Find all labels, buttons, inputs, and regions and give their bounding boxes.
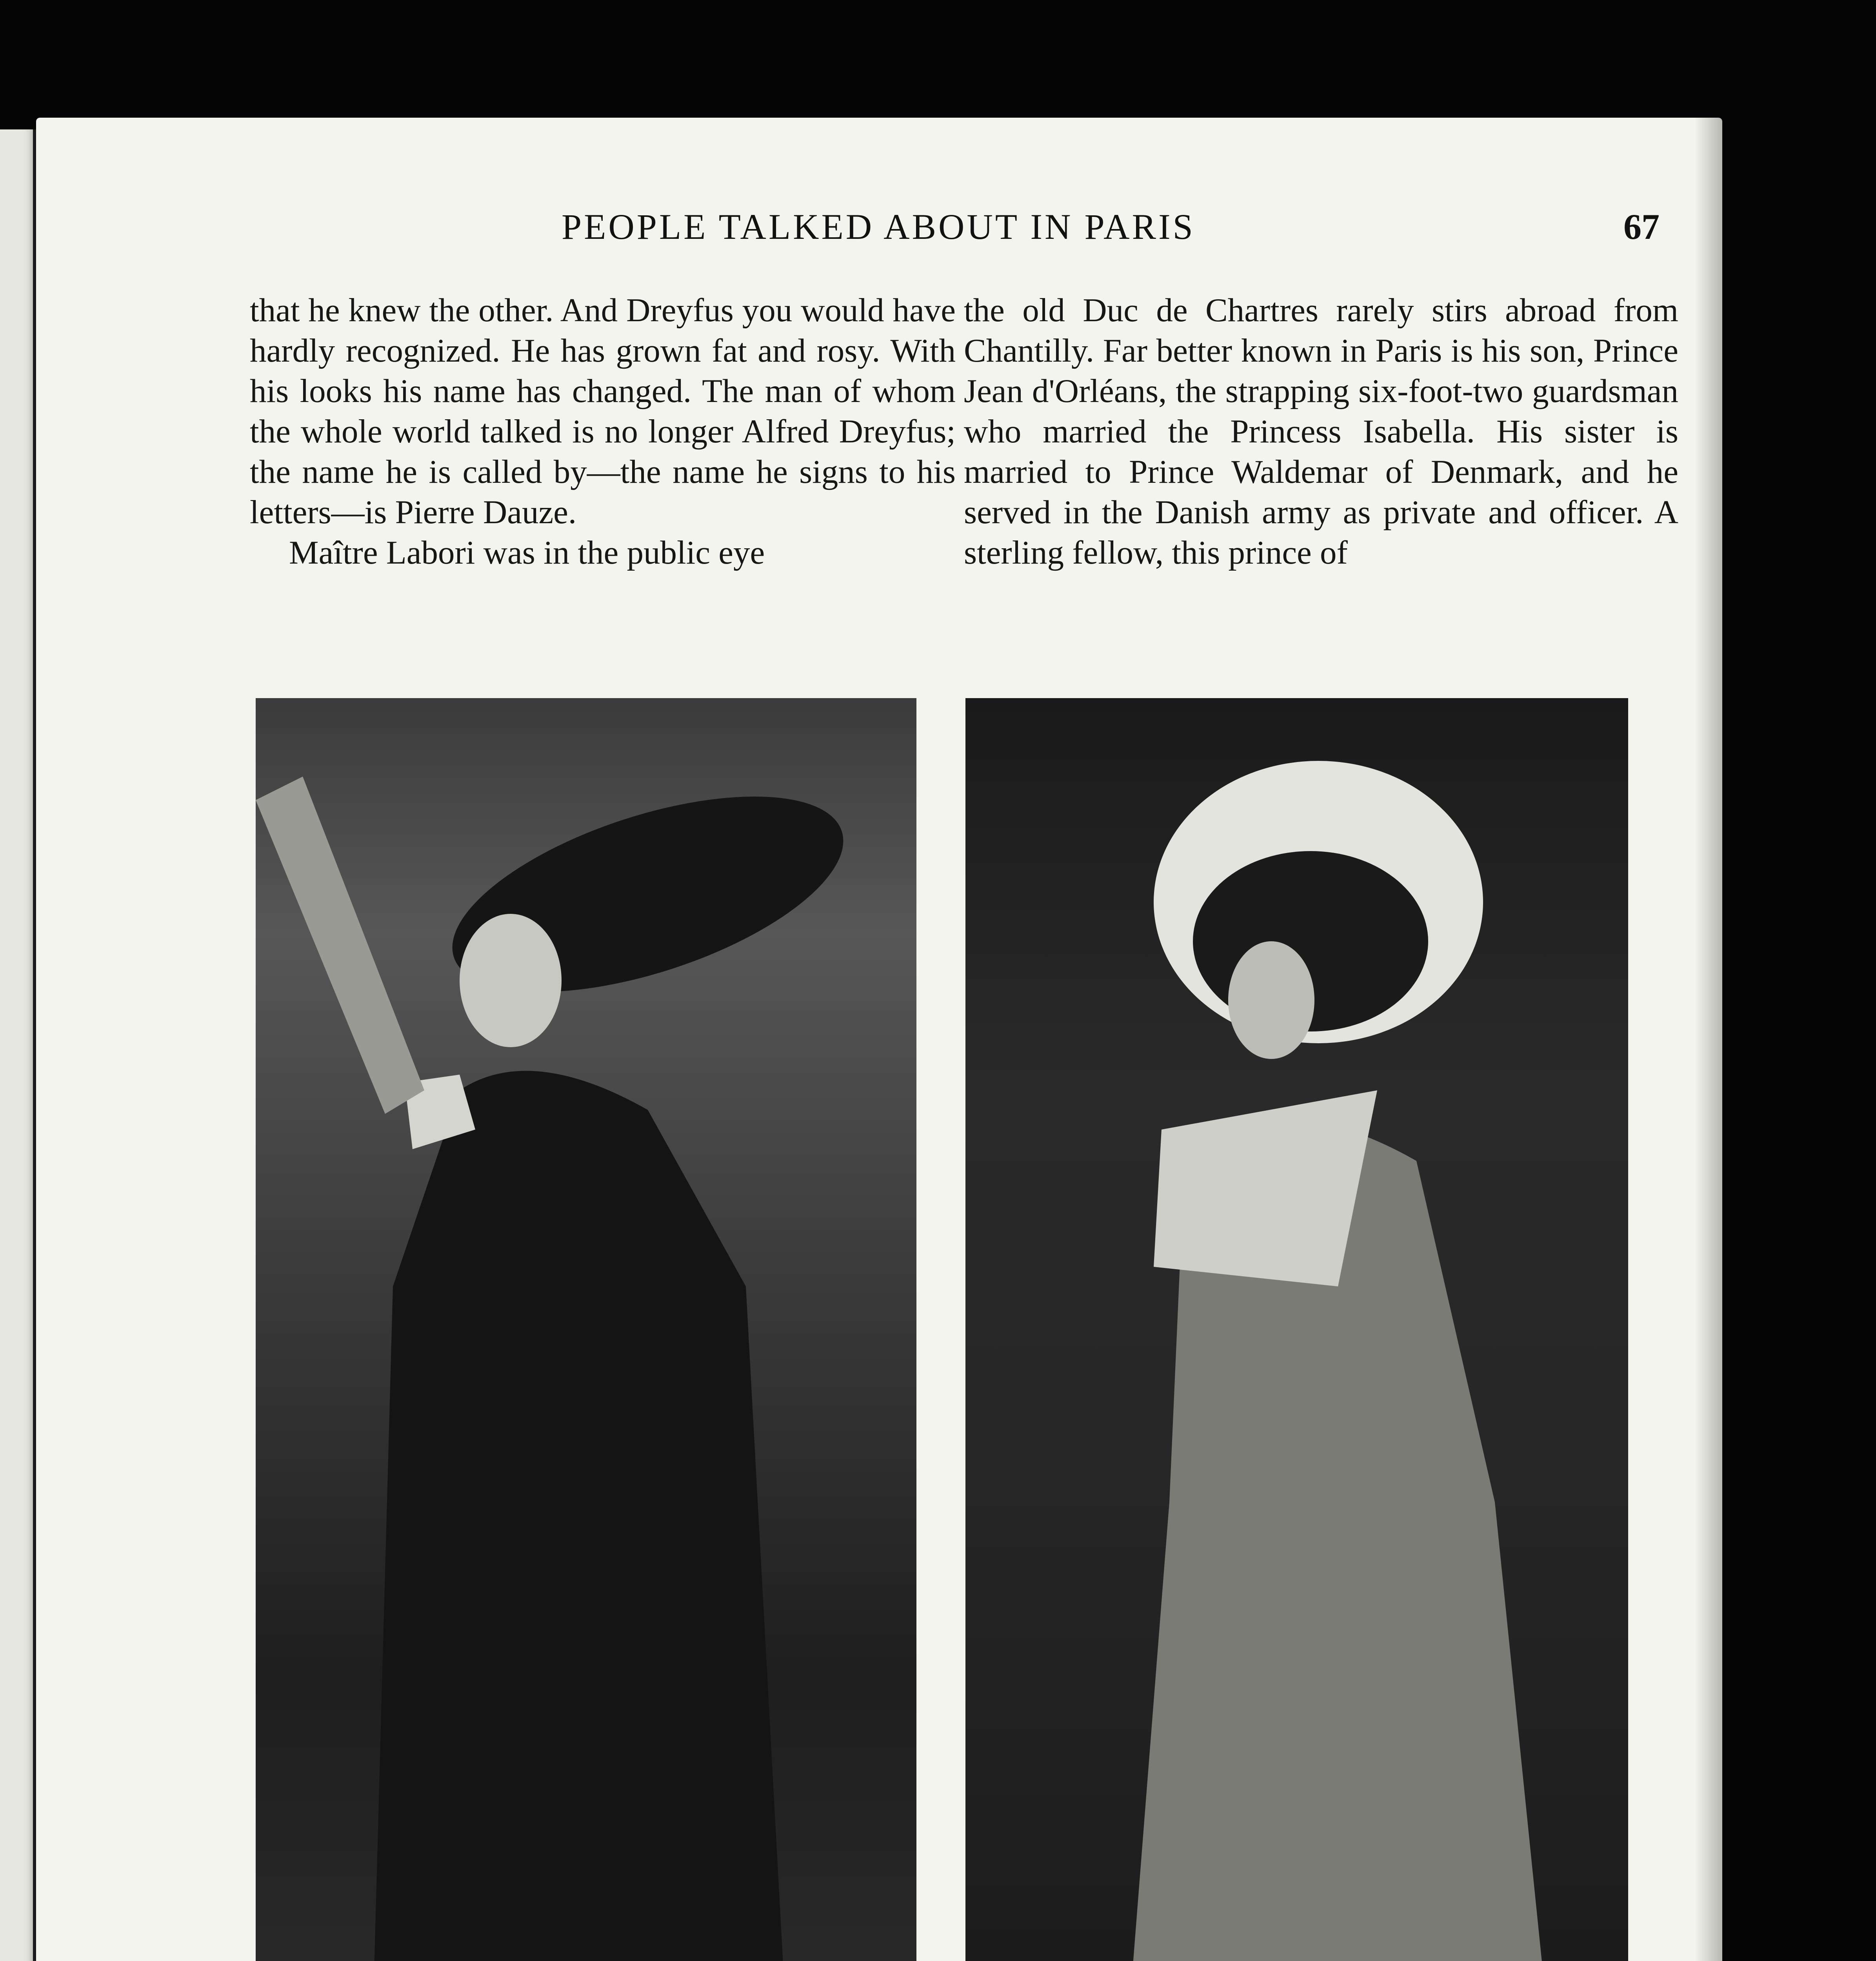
page-number: 67 [1623, 207, 1660, 247]
paragraph: Maître Labori was in the public eye [289, 534, 765, 571]
otero-portrait-illustration [256, 698, 916, 1961]
running-title: PEOPLE TALKED ABOUT IN PARIS [562, 207, 1195, 247]
photo-bernhardt [965, 698, 1628, 1961]
paragraph: that he knew the other. And Dreyfus you would have hardly recognized. He has grown fat and rosy. With his looks his name has changed. The man of whom the whole world talked is no longer Alfred Dreyfus; the name he is called by—the name he signs to his letters—is Pierre Dauze. [250, 292, 956, 531]
book-spine [0, 129, 37, 1961]
photo-otero [256, 698, 916, 1961]
top-left-column [250, 290, 956, 573]
magazine-page [36, 118, 1722, 1961]
bernhardt-portrait-illustration [965, 698, 1628, 1961]
paragraph: the old Duc de Chartres rarely stirs abroad from Chantilly. Far better known in Paris is his son, Prince Jean d'Orléans, the strapping six-foot-two guardsman who married the Princess Isabella. His sister is married to Prince Waldemar of Denmark, and he served in the Danish army as private and officer. A sterling fellow, this prince of [964, 292, 1678, 571]
top-right-column [964, 290, 1678, 573]
